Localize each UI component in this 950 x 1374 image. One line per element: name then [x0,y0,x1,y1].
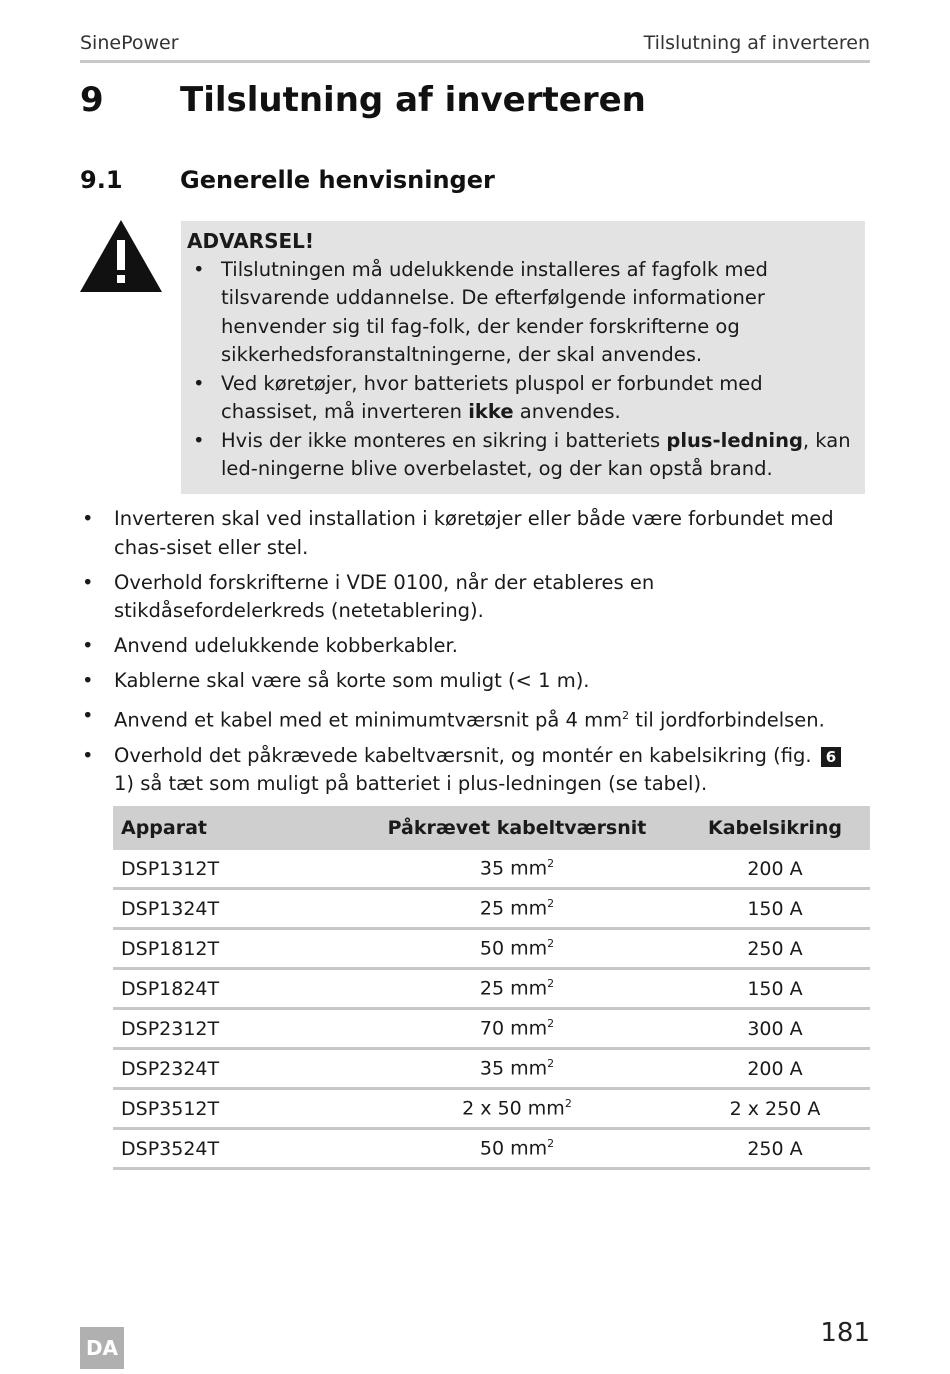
cell-cross-section [354,1009,680,1049]
header-chapter: Tilslutning af inverteren [643,32,870,54]
cross-section-value: 35 mm [479,857,548,880]
superscript: 2 [622,709,630,722]
instruction-list [80,505,870,805]
chapter-title: Tilslutning af inverteren [180,80,646,120]
warning-item [187,256,855,370]
cell-fuse: 200 A [680,850,870,889]
cell-cross-section [354,1129,680,1169]
instruction-item: • Anvend udelukkende kobberkabler. [80,632,870,661]
cell-model: DSP2324T [113,1049,354,1089]
cell-model: DSP1324T [113,889,354,929]
superscript: 2 [547,857,555,871]
cross-section-value: 25 mm [479,897,548,920]
cell-fuse: 2 x 250 A [680,1089,870,1129]
cell-fuse: 200 A [680,1049,870,1089]
section-number: 9.1 [80,166,123,194]
instruction-item [80,702,870,735]
superscript: 2 [547,897,555,911]
chapter-number: 9 [80,80,104,120]
table-row [113,850,870,889]
warning-triangle-icon [80,220,162,292]
warning-box [181,221,865,494]
cross-section-value: 70 mm [479,1017,548,1040]
table-row [113,1009,870,1049]
column-header-cross-section: Påkrævet kabeltværsnit [354,806,680,850]
cell-cross-section [354,1049,680,1089]
warning-item-emphasis: ikke [468,400,514,423]
cell-model: DSP3524T [113,1129,354,1169]
table-row [113,1049,870,1089]
section-heading [80,166,495,194]
superscript: 2 [564,1097,572,1111]
superscript: 2 [547,1057,555,1071]
table-body [113,850,870,1169]
superscript: 2 [547,1017,555,1031]
table-row [113,1129,870,1169]
cell-model: DSP1312T [113,850,354,889]
running-header [80,32,870,63]
table-header-row [113,806,870,850]
cell-fuse: 250 A [680,1129,870,1169]
cable-fuse-table [113,806,870,1170]
instruction-text: Anvend et kabel med et minimumtværsnit på 4 mm [114,708,623,732]
cell-cross-section [354,969,680,1009]
figure-reference-badge: 6 [821,747,841,767]
table-row [113,1089,870,1129]
warning-list [187,256,855,484]
warning-item [187,427,855,484]
cell-model: DSP1812T [113,929,354,969]
table-row [113,889,870,929]
warning-item-text: Hvis der ikke monteres en sikring i batteriets [221,428,667,452]
warning-item-text: , kan led-ningerne blive overbelastet, og der kan opstå brand. [221,428,851,480]
header-brand: SinePower [80,32,179,54]
instruction-item: • Overhold forskrifterne i VDE 0100, når der etableres en stikdåsefordelerkreds (netetablering). [80,569,870,626]
instruction-text: 1) så tæt som muligt på batteriet i plus-ledningen (se tabel). [114,772,708,795]
column-header-device: Apparat [113,806,354,850]
cross-section-value: 2 x 50 mm [462,1097,565,1120]
cell-model: DSP2312T [113,1009,354,1049]
chapter-heading [80,80,646,120]
cell-fuse: 300 A [680,1009,870,1049]
cell-fuse: 250 A [680,929,870,969]
cell-fuse: 150 A [680,969,870,1009]
instruction-text: Overhold det påkrævede kabeltværsnit, og montér en kabelsikring (fig. [114,743,812,767]
section-title: Generelle henvisninger [180,166,495,194]
warning-item-text: Ved køretøjer, hvor batteriets pluspol er forbundet med chassiset, må inverteren [221,371,763,423]
cell-cross-section [354,889,680,929]
instruction-item: • Inverteren skal ved installation i køretøjer eller både være forbundet med chas-siset eller stel. [80,505,870,562]
cross-section-value: 50 mm [479,937,548,960]
cell-cross-section [354,1089,680,1129]
table-row [113,929,870,969]
instruction-text: til jordforbindelsen. [629,708,825,732]
cross-section-value: 50 mm [479,1137,548,1160]
instruction-item: • Kablerne skal være så korte som muligt (< 1 m). [80,667,870,696]
warning-item-emphasis: plus-ledning [666,428,803,452]
instruction-item [80,742,870,799]
page-number: 181 [820,1318,870,1348]
warning-title: ADVARSEL! [187,229,315,253]
column-header-fuse: Kabelsikring [680,806,870,850]
superscript: 2 [547,1137,555,1151]
cross-section-value: 35 mm [479,1057,548,1080]
cell-cross-section [354,850,680,889]
cell-fuse: 150 A [680,889,870,929]
language-badge: DA [80,1327,124,1369]
cell-model: DSP1824T [113,969,354,1009]
superscript: 2 [547,937,555,951]
warning-item [187,370,855,427]
cell-model: DSP3512T [113,1089,354,1129]
superscript: 2 [547,977,555,991]
warning-item-text: anvendes. [513,400,621,423]
warning-item-text: Tilslutningen må udelukkende installeres af fagfolk med tilsvarende uddannelse. De efterfølgende informationer henvender sig til fag-folk, der kender forskrifterne og sikkerhedsforanstaltningerne, der skal anvendes. [221,257,768,366]
cell-cross-section [354,929,680,969]
cross-section-value: 25 mm [479,977,548,1000]
table-row [113,969,870,1009]
